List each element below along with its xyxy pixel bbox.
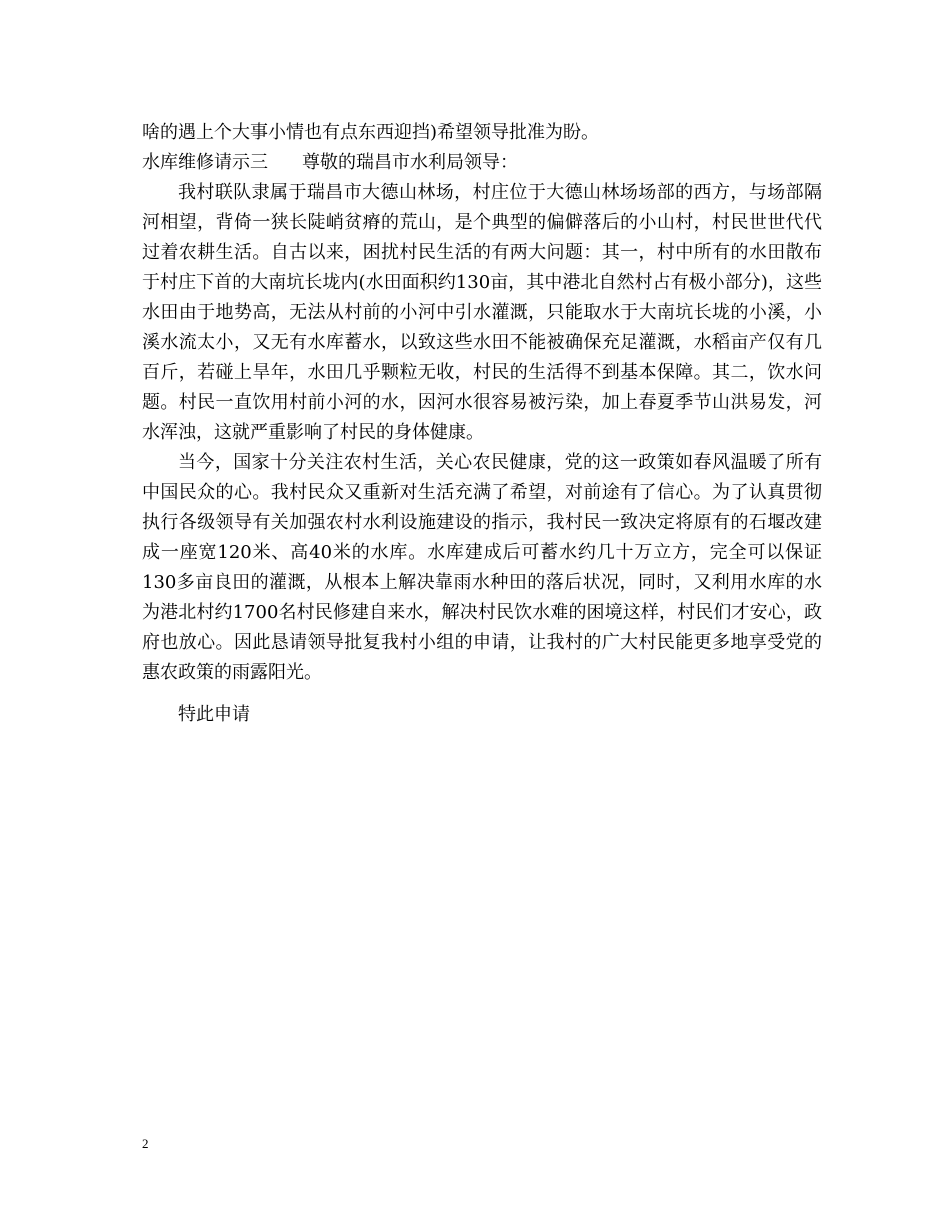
page-number: 2	[142, 1136, 149, 1151]
paragraph-background: 我村联队隶属于瑞昌市大德山林场，村庄位于大德山林场场部的西方，与场部隔河相望，背倚一狭长陡峭贫瘠的荒山，是个典型的偏僻落后的小山村，村民世世代代过着农耕生活。自古以来，困扰村民生活的有两大问题：其一，村中所有的水田散布于村庄下首的大南坑长垅内(水田面积约130亩，其中港北自然村占有极小部分)，这些水田由于地势高，无法从村前的小河中引水灌溉，只能取水于大南坑长垅的小溪，小溪水流太小，又无有水库蓄水，以致这些水田不能被确保充足灌溉，水稻亩产仅有几百斤，若碰上旱年，水田几乎颗粒无收，村民的生活得不到基本保障。其二，饮水问题。村民一直饮用村前小河的水，因河水很容易被污染，加上春夏季节山洪易发，河水浑浊，这就严重影响了村民的身体健康。	[142, 182, 822, 443]
heading-line	[142, 148, 822, 178]
paragraph-request: 当今，国家十分关注农村生活，关心农民健康，党的这一政策如春风温暖了所有中国民众的心。我村民众又重新对生活充满了希望，对前途有了信心。为了认真贯彻执行各级领导有关加强农村水利设施建设的指示，我村民一致决定将原有的石堰改建成一座宽120米、高40米的水库。水库建成后可蓄水约几十万立方，完全可以保证130多亩良田的灌溉，从根本上解决靠雨水种田的落后状况，同时，又利用水库的水为港北村约1700名村民修建自来水，解决村民饮水难的困境这样，村民们才安心，政府也放心。因此恳请领导批复我村小组的申请，让我村的广大村民能更多地享受党的惠农政策的雨露阳光。	[142, 452, 822, 683]
closing-line: 特此申请	[178, 704, 250, 725]
continued-line: 啥的遇上个大事小情也有点东西迎挡)希望领导批准为盼。	[142, 122, 600, 143]
heading-title: 水库维修请示三	[142, 152, 268, 173]
document-body	[142, 118, 822, 730]
salutation: 尊敬的瑞昌市水利局领导：	[302, 152, 518, 173]
